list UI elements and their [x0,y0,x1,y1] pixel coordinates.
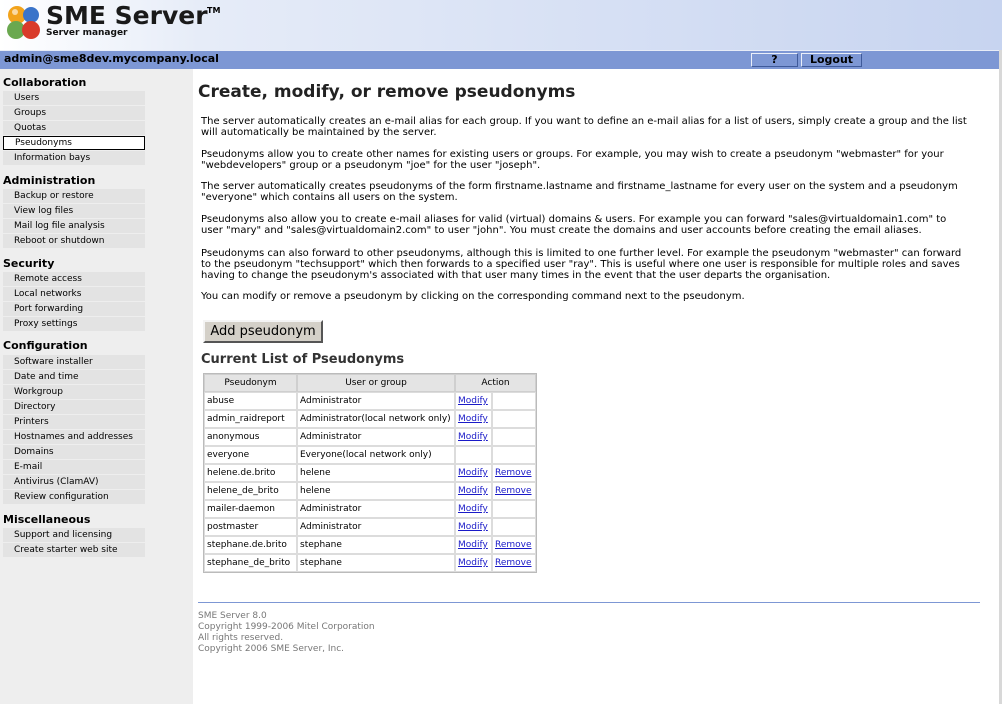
sidebar-item-workgroup[interactable]: Workgroup [3,385,145,399]
remove-cell [492,500,536,518]
footer-rights: All rights reserved. [198,633,284,643]
table-row [204,482,536,500]
header-action: Action [455,374,536,392]
footer-version: SME Server 8.0 [198,611,267,621]
current-user: admin@sme8dev.mycompany.local [4,52,219,65]
logo-trademark: TM [207,6,221,15]
pseudonym-cell: stephane.de.brito [204,536,297,554]
sidebar-item-local-networks[interactable]: Local networks [3,287,145,301]
logo-subtitle: Server manager [46,28,128,38]
sidebar-item-quotas[interactable]: Quotas [3,121,145,135]
sme-logo-icon [4,3,44,41]
sidebar-item-proxy-settings[interactable]: Proxy settings [3,317,145,331]
sidebar-item-reboot-or-shutdown[interactable]: Reboot or shutdown [3,234,145,248]
header-pseudonym: Pseudonym [204,374,297,392]
remove-link[interactable]: Remove [495,540,532,550]
table-row [204,518,536,536]
sidebar-item-groups[interactable]: Groups [3,106,145,120]
sidebar-item-antivirus[interactable]: Antivirus (ClamAV) [3,475,145,489]
sidebar-item-date-and-time[interactable]: Date and time [3,370,145,384]
table-row [204,500,536,518]
remove-cell [492,428,536,446]
header-user-or-group: User or group [297,374,455,392]
footer-divider [198,602,980,603]
add-pseudonym-button[interactable]: Add pseudonym [203,320,323,343]
pseudonym-cell: helene.de.brito [204,464,297,482]
modify-cell [455,518,492,536]
remove-cell [492,536,536,554]
sidebar-item-email[interactable]: E-mail [3,460,145,474]
footer-copyright-mitel: Copyright 1999-2006 Mitel Corporation [198,622,375,632]
user-cell: helene [297,464,455,482]
sidebar-item-domains[interactable]: Domains [3,445,145,459]
sidebar-item-remote-access[interactable]: Remote access [3,272,145,286]
remove-link[interactable]: Remove [495,486,532,496]
remove-cell [492,482,536,500]
table-row [204,554,536,572]
modify-link[interactable]: Modify [458,558,488,568]
pseudonym-cell: abuse [204,392,297,410]
table-row [204,446,536,464]
sidebar-item-backup-or-restore[interactable]: Backup or restore [3,189,145,203]
logout-button[interactable]: Logout [801,53,862,67]
table-row [204,392,536,410]
modify-cell [455,410,492,428]
page-title: Create, modify, or remove pseudonyms [198,82,576,102]
table-row [204,464,536,482]
remove-cell [492,554,536,572]
user-cell: Administrator(local network only) [297,410,455,428]
user-cell: stephane [297,554,455,572]
pseudonym-cell: everyone [204,446,297,464]
remove-link[interactable]: Remove [495,468,532,478]
sidebar-item-create-starter-web-site[interactable]: Create starter web site [3,543,145,557]
table-row [204,428,536,446]
sidebar-item-users[interactable]: Users [3,91,145,105]
header-banner [0,0,1002,50]
modify-cell [455,446,492,464]
remove-cell [492,446,536,464]
help-button[interactable]: ? [751,53,798,67]
pseudonym-cell: mailer-daemon [204,500,297,518]
user-cell: Administrator [297,392,455,410]
sidebar-item-printers[interactable]: Printers [3,415,145,429]
user-cell: Everyone(local network only) [297,446,455,464]
sidebar-item-support-and-licensing[interactable]: Support and licensing [3,528,145,542]
pseudonym-cell: anonymous [204,428,297,446]
pseudonyms-table [203,373,537,573]
pseudonyms-paragraph: Pseudonyms allow you to create other names for existing users or groups. For example, you may wish to create a pseudonym "webmaster" for your "webdevelopers" group or a pseudonym "joe" for the user "joseph". [201,149,944,171]
sidebar-item-information-bays[interactable]: Information bays [3,151,145,165]
user-cell: Administrator [297,500,455,518]
sidebar-item-hostnames-and-addresses[interactable]: Hostnames and addresses [3,430,145,444]
pseudonym-cell: postmaster [204,518,297,536]
remove-cell [492,464,536,482]
user-cell: Administrator [297,428,455,446]
modify-cell [455,482,492,500]
pseudonym-cell: stephane_de_brito [204,554,297,572]
remove-cell [492,518,536,536]
sidebar-item-software-installer[interactable]: Software installer [3,355,145,369]
main-content [193,69,999,704]
modify-cell [455,428,492,446]
pseudonym-cell: helene_de_brito [204,482,297,500]
intro-paragraph: The server automatically creates an e-mail alias for each group. If you want to define an e-mail alias for a list of users, simply create a group and the list will automatically be maintained by the server. [201,116,967,138]
current-list-title: Current List of Pseudonyms [201,352,405,367]
auto-pseudonyms-paragraph: The server automatically creates pseudonyms of the form firstname.lastname and firstname_lastname for every user on the system and a pseudonym "everyone" which contains all users on the system. [201,181,958,203]
sidebar-item-view-log-files[interactable]: View log files [3,204,145,218]
user-bar [0,50,1002,69]
sidebar-item-review-configuration[interactable]: Review configuration [3,490,145,504]
table-row [204,410,536,428]
modify-link[interactable]: Modify [458,468,488,478]
modify-remove-paragraph: You can modify or remove a pseudonym by clicking on the corresponding command next to the pseudonym. [201,291,745,302]
virtual-domains-paragraph: Pseudonyms also allow you to create e-mail aliases for valid (virtual) domains & users. For example you can forward "sales@virtualdomain1.com" to user "mary" and "sales@virtualdomain2.com" to user "john". You must create the domains and user accounts before creating the email aliases. [201,214,947,236]
sidebar-item-directory[interactable]: Directory [3,400,145,414]
modify-cell [455,536,492,554]
remove-link[interactable]: Remove [495,558,532,568]
sidebar-nav [0,69,193,704]
sidebar-item-pseudonyms[interactable]: Pseudonyms [3,136,145,150]
forwarding-paragraph: Pseudonyms can also forward to other pseudonyms, although this is limited to one further level. For example the pseudonym "webmaster" can forward to the pseudonym "techsupport" which then forwards to a specified user "ray". This is useful where one user is responsible for multiple roles and saves having to change the pseudonym's associated with that user many times in the event that the user departs the organisation. [201,248,962,281]
remove-cell [492,392,536,410]
nav-section-administration: Administration [3,174,96,187]
modify-cell [455,392,492,410]
sidebar-item-mail-log-analysis[interactable]: Mail log file analysis [3,219,145,233]
remove-cell [492,410,536,428]
modify-link[interactable]: Modify [458,486,488,496]
modify-link[interactable]: Modify [458,522,488,532]
pseudonym-cell: admin_raidreport [204,410,297,428]
nav-section-security: Security [3,257,55,270]
modify-link[interactable]: Modify [458,504,488,514]
modify-link[interactable]: Modify [458,540,488,550]
modify-link[interactable]: Modify [458,396,488,406]
table-header-row [204,374,536,392]
logo-title: SME Server [46,1,208,30]
modify-cell [455,554,492,572]
nav-section-configuration: Configuration [3,339,88,352]
modify-link[interactable]: Modify [458,414,488,424]
user-cell: Administrator [297,518,455,536]
sidebar-item-port-forwarding[interactable]: Port forwarding [3,302,145,316]
nav-section-miscellaneous: Miscellaneous [3,513,91,526]
modify-link[interactable]: Modify [458,432,488,442]
footer-copyright-sme: Copyright 2006 SME Server, Inc. [198,644,345,654]
user-cell: stephane [297,536,455,554]
modify-cell [455,500,492,518]
table-row [204,536,536,554]
modify-cell [455,464,492,482]
nav-section-collaboration: Collaboration [3,76,87,89]
user-cell: helene [297,482,455,500]
